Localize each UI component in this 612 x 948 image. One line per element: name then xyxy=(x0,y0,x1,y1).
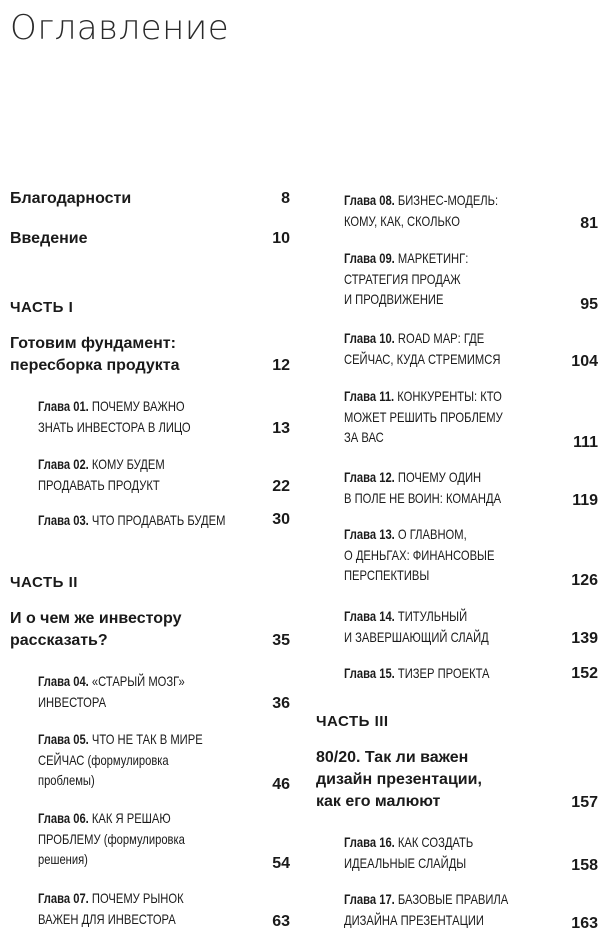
chapter-label: Глава 12. xyxy=(344,469,395,485)
toc-page-number: 36 xyxy=(272,695,290,712)
part-label-1: ЧАСТЬ I xyxy=(10,299,74,316)
toc-chapter-15[interactable] xyxy=(344,663,526,684)
toc-chapter-04[interactable] xyxy=(38,671,221,712)
chapter-title-line: «СТАРЫЙ МОЗГ» xyxy=(91,673,185,689)
chapter-title-line: ПРОБЛЕМУ (формулировка xyxy=(38,830,185,847)
chapter-title-line: О ГЛАВНОМ, xyxy=(397,526,467,542)
toc-chapter-09[interactable] xyxy=(344,248,499,310)
toc-page-number: 111 xyxy=(573,434,598,451)
chapter-title-line: О ДЕНЬГАХ: ФИНАНСОВЫЕ xyxy=(344,546,495,563)
toc-part-title-line: как его малюют xyxy=(316,793,441,810)
toc-chapter-01[interactable] xyxy=(38,396,229,437)
chapter-title-line: ВАЖЕН ДЛЯ ИНВЕСТОРА xyxy=(38,910,176,927)
part-label-2: ЧАСТЬ II xyxy=(10,574,78,591)
chapter-title-line: И ЗАВЕРШАЮЩИЙ СЛАЙД xyxy=(344,628,489,645)
chapter-title-line: ROAD MAP: ГДЕ xyxy=(397,330,485,346)
chapter-title-line: ПРОДАВАТЬ ПРОДУКТ xyxy=(38,476,160,493)
toc-page-number: 126 xyxy=(571,572,598,589)
chapter-title-line: ИНВЕСТОРА xyxy=(38,693,107,710)
chapter-title-line: КОМУ БУДЕМ xyxy=(91,456,165,472)
chapter-label: Глава 14. xyxy=(344,608,395,624)
toc-part-title-line: рассказать? xyxy=(10,632,108,649)
toc-page-number: 158 xyxy=(571,857,598,874)
toc-chapter-07[interactable] xyxy=(38,888,220,929)
toc-page-number: 10 xyxy=(272,230,290,247)
toc-page-number: 95 xyxy=(580,296,598,313)
toc-page-number: 30 xyxy=(272,511,290,528)
chapter-label: Глава 07. xyxy=(38,890,89,906)
chapter-label: Глава 05. xyxy=(38,731,89,747)
toc-chapter-11[interactable] xyxy=(344,386,542,448)
chapter-title-line: СЕЙЧАС (формулировка xyxy=(38,751,169,768)
chapter-title-line: ЗНАТЬ ИНВЕСТОРА В ЛИЦО xyxy=(38,418,191,435)
part-label-3: ЧАСТЬ III xyxy=(316,713,389,730)
chapter-title-line: И ПРОДВИЖЕНИЕ xyxy=(344,291,444,307)
toc-page-number: 157 xyxy=(571,794,598,811)
toc-chapter-10[interactable] xyxy=(344,328,540,369)
toc-chapter-05[interactable] xyxy=(38,729,244,791)
toc-page-number: 54 xyxy=(272,855,290,872)
chapter-title-line: СЕЙЧАС, КУДА СТРЕМИМСЯ xyxy=(344,350,501,367)
toc-entry-acknowledgements[interactable] xyxy=(10,188,131,210)
toc-page-number: 63 xyxy=(272,913,290,930)
toc-chapter-14[interactable] xyxy=(344,606,525,647)
chapter-title-line: ЧТО ПРОДАВАТЬ БУДЕМ xyxy=(91,512,226,528)
toc-page-number: 35 xyxy=(272,632,290,649)
toc-part-title-line: пересборка продукта xyxy=(10,357,180,374)
chapter-title-line: БАЗОВЫЕ ПРАВИЛА xyxy=(397,891,509,907)
chapter-title-line: СТРАТЕГИЯ ПРОДАЖ xyxy=(344,270,461,287)
toc-part-2-title[interactable] xyxy=(10,608,181,652)
chapter-title-line: КАК Я РЕШАЮ xyxy=(91,810,171,826)
toc-page-number: 119 xyxy=(572,492,598,509)
chapter-title-line: В ПОЛЕ НЕ ВОИН: КОМАНДА xyxy=(344,489,502,506)
toc-page-number: 8 xyxy=(281,190,290,207)
chapter-title-line: ЗА ВАС xyxy=(344,429,384,445)
chapter-title-line: КАК СОЗДАТЬ xyxy=(397,834,474,850)
toc-entry-title: Благодарности xyxy=(10,190,132,207)
toc-part-title-line: И о чем же инвестору xyxy=(10,610,182,627)
chapter-title-line: БИЗНЕС-МОДЕЛЬ: xyxy=(397,192,499,208)
chapter-label: Глава 17. xyxy=(344,891,395,907)
toc-chapter-03[interactable] xyxy=(38,510,272,531)
toc-entry-title: Введение xyxy=(10,230,88,247)
chapter-label: Глава 01. xyxy=(38,398,89,414)
toc-chapter-16[interactable] xyxy=(344,832,506,873)
chapter-title-line: решения) xyxy=(38,851,88,867)
toc-chapter-02[interactable] xyxy=(38,454,196,495)
chapter-label: Глава 11. xyxy=(344,388,395,404)
chapter-label: Глава 02. xyxy=(38,456,89,472)
chapter-label: Глава 16. xyxy=(344,834,395,850)
chapter-title-line: ЧТО НЕ ТАК В МИРЕ xyxy=(91,731,203,747)
chapter-label: Глава 03. xyxy=(38,512,89,528)
toc-part-title-line: 80/20. Так ли важен xyxy=(316,749,469,766)
chapter-title-line: КОНКУРЕНТЫ: КТО xyxy=(397,388,502,404)
chapter-title-line: МАРКЕТИНГ: xyxy=(397,250,469,266)
chapter-label: Глава 08. xyxy=(344,192,395,208)
toc-chapter-13[interactable] xyxy=(344,524,532,586)
chapter-title-line: МОЖЕТ РЕШИТЬ ПРОБЛЕМУ xyxy=(344,408,503,425)
chapter-title-line: ПОЧЕМУ РЫНОК xyxy=(91,890,184,906)
toc-part-3-title[interactable] xyxy=(316,747,482,813)
toc-chapter-06[interactable] xyxy=(38,808,222,870)
chapter-title-line: ТИЗЕР ПРОЕКТА xyxy=(397,665,490,681)
toc-part-title-line: дизайн презентации, xyxy=(316,771,482,788)
toc-page-number: 81 xyxy=(580,215,598,232)
chapter-title-line: ПОЧЕМУ ВАЖНО xyxy=(91,398,185,414)
chapter-label: Глава 09. xyxy=(344,250,395,266)
chapter-title-line: ПЕРСПЕКТИВЫ xyxy=(344,567,430,583)
chapter-title-line: КОМУ, КАК, СКОЛЬКО xyxy=(344,212,460,229)
toc-entry-introduction[interactable] xyxy=(10,228,88,250)
toc-chapter-12[interactable] xyxy=(344,467,540,508)
page-title: Оглавление xyxy=(10,8,230,48)
toc-chapter-08[interactable] xyxy=(344,190,537,231)
toc-page-number: 104 xyxy=(571,353,598,370)
toc-page-number: 13 xyxy=(272,420,290,437)
toc-page-number: 46 xyxy=(272,776,290,793)
chapter-label: Глава 06. xyxy=(38,810,89,826)
toc-page-number: 139 xyxy=(571,630,598,647)
chapter-label: Глава 10. xyxy=(344,330,395,346)
toc-page-number: 22 xyxy=(272,478,290,495)
toc-page-number: 12 xyxy=(272,357,290,374)
chapter-title-line: ДИЗАЙНА ПРЕЗЕНТАЦИИ xyxy=(344,911,484,928)
chapter-title-line: проблемы) xyxy=(38,772,95,788)
chapter-label: Глава 15. xyxy=(344,665,395,681)
chapter-title-line: ПОЧЕМУ ОДИН xyxy=(397,469,482,485)
chapter-title-line: ТИТУЛЬНЫЙ xyxy=(397,608,468,624)
chapter-label: Глава 04. xyxy=(38,673,89,689)
toc-page-number: 152 xyxy=(571,665,598,682)
toc-chapter-17[interactable] xyxy=(344,889,549,930)
chapter-label: Глава 13. xyxy=(344,526,395,542)
chapter-title-line: ИДЕАЛЬНЫЕ СЛАЙДЫ xyxy=(344,854,467,871)
toc-part-title-line: Готовим фундамент: xyxy=(10,335,176,352)
toc-page-number: 163 xyxy=(571,915,598,932)
toc-part-1-title[interactable] xyxy=(10,333,179,377)
